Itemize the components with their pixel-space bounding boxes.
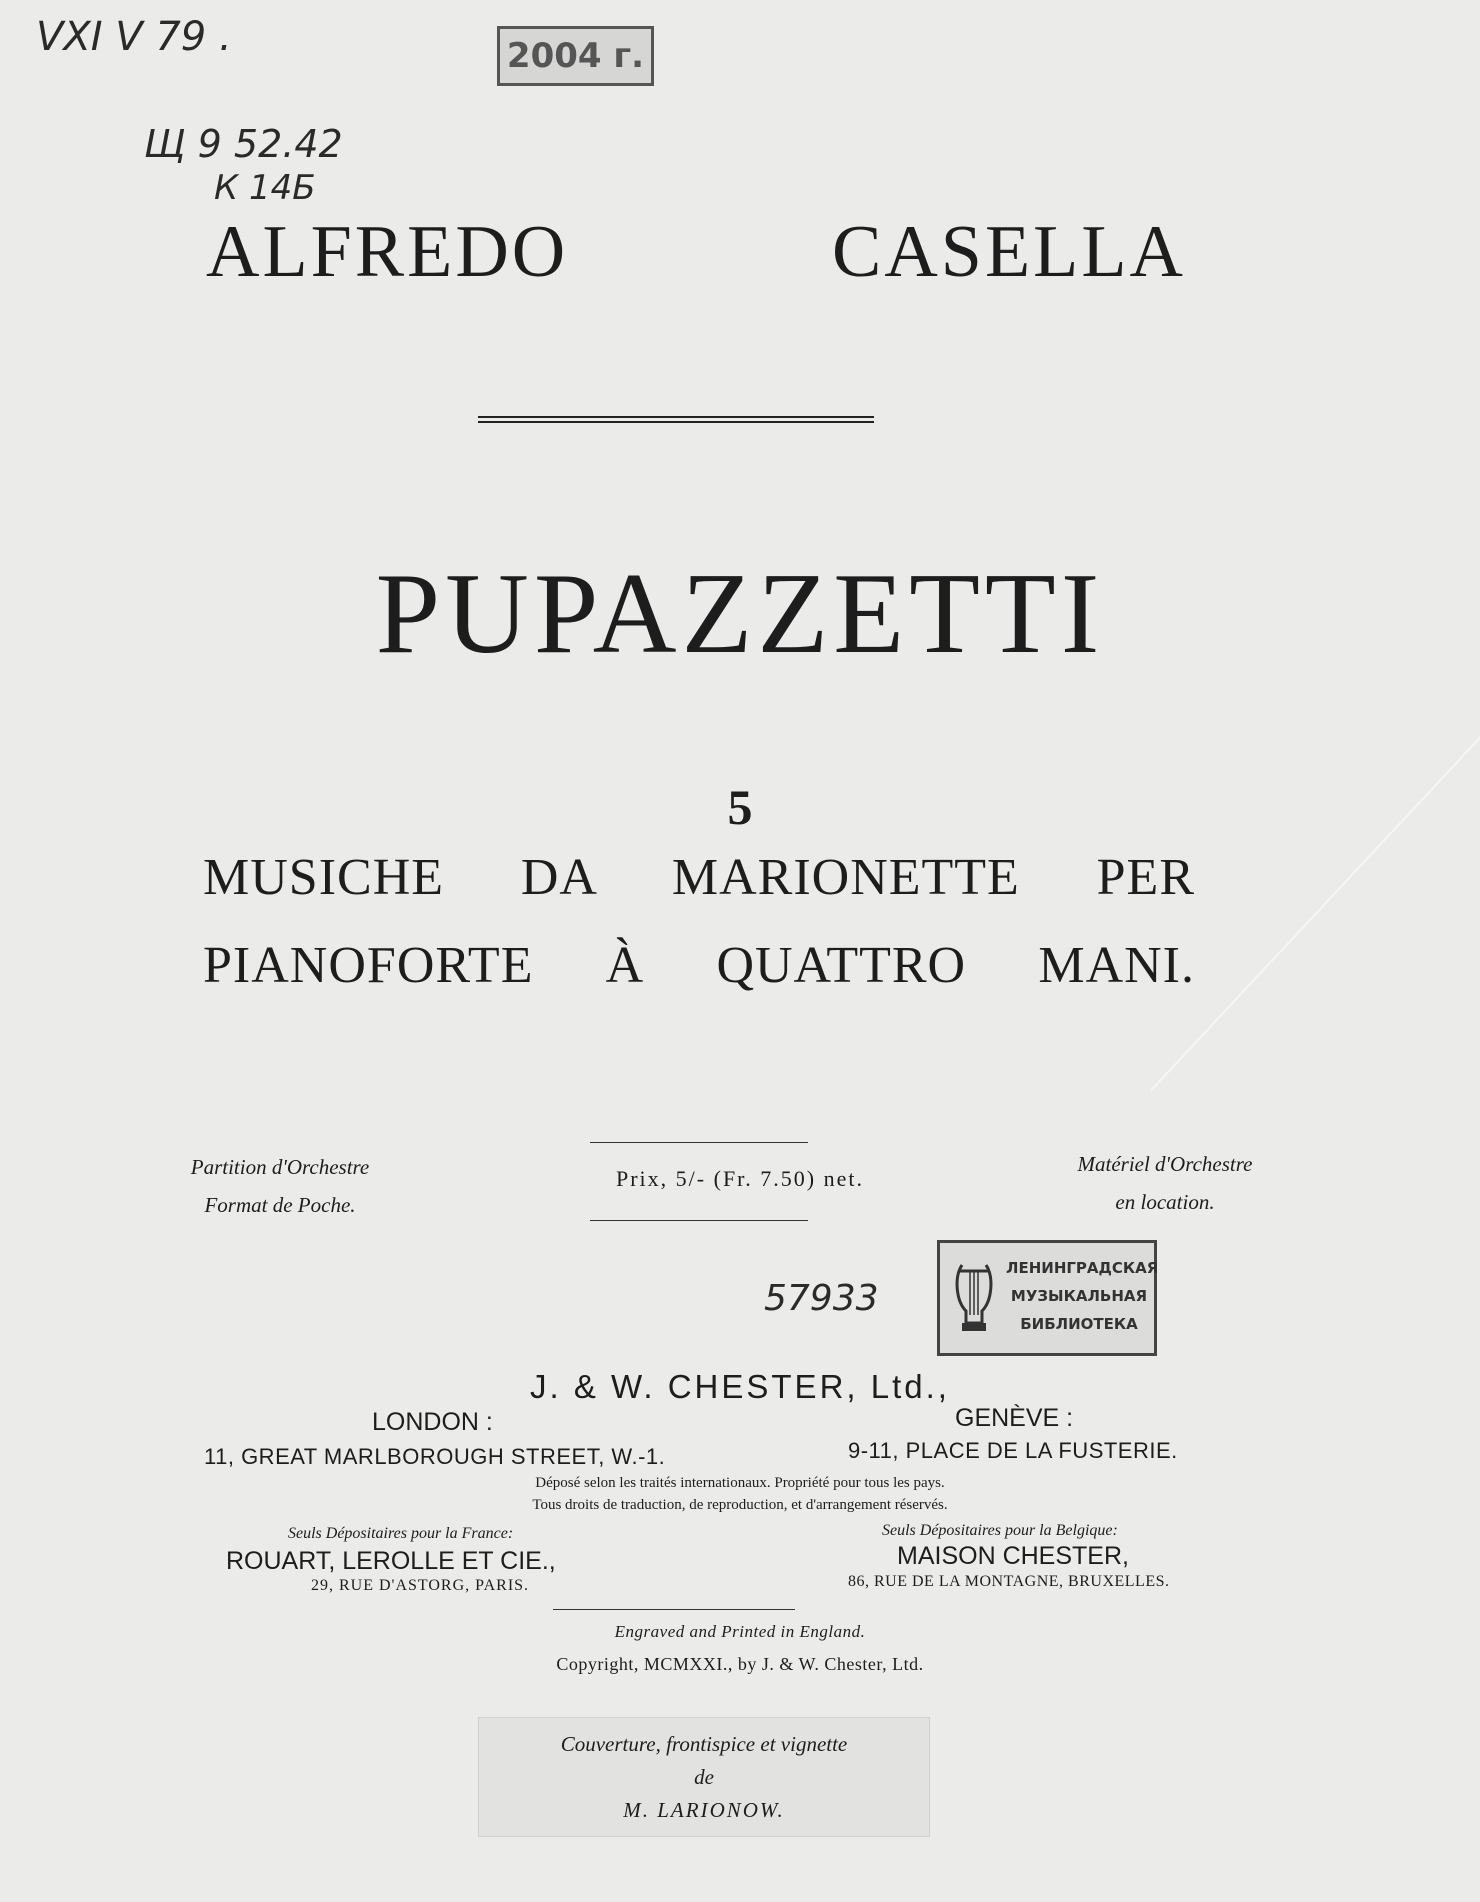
artist-name: M. LARIONOW.: [623, 1798, 785, 1822]
price-rule-top: [590, 1142, 808, 1143]
publisher-city-london: LONDON :: [372, 1408, 493, 1436]
belgium-depositary-name: MAISON CHESTER,: [897, 1542, 1129, 1570]
lyre-icon: [952, 1257, 996, 1337]
price-rule-bottom: [590, 1220, 808, 1221]
artist-credit-box: [478, 1717, 930, 1837]
copyright-notice: Copyright, MCMXXI., by J. & W. Chester, Ltd.: [556, 1654, 924, 1674]
artist-credit-line2: de: [694, 1765, 714, 1789]
publisher-name: J. & W. CHESTER, Ltd.,: [530, 1368, 950, 1405]
work-title: PUPAZZETTI: [375, 550, 1105, 678]
publisher-address-geneva: 9-11, PLACE DE LA FUSTERIE.: [848, 1438, 1178, 1463]
double-rule: [478, 416, 874, 423]
footer-rule: [553, 1609, 795, 1610]
handwritten-catalog-mark: VXI V 79 .: [36, 14, 232, 60]
inventory-number: 57933: [764, 1278, 879, 1319]
legal-notice-line2: Tous droits de traduction, de reproduction, et d'arrangement réservés.: [532, 1497, 948, 1513]
library-stamp-line1: ЛЕНИНГРАДСКАЯ: [1006, 1259, 1159, 1277]
piece-count: 5: [727, 779, 753, 835]
handwritten-shelf-mark-line1: Щ 9 52.42: [144, 122, 343, 166]
handwritten-shelf-mark-line2: К 14Б: [214, 168, 316, 208]
publisher-address-london: 11, GREAT MARLBOROUGH STREET, W.-1.: [204, 1444, 666, 1469]
orchestral-score-line1: Partition d'Orchestre: [190, 1155, 370, 1179]
france-depositary-label: Seuls Dépositaires pour la France:: [288, 1525, 514, 1542]
price: Prix, 5/- (Fr. 7.50) net.: [616, 1166, 864, 1191]
belgium-depositary-address: 86, RUE DE LA MONTAGNE, BRUXELLES.: [848, 1573, 1170, 1590]
publisher-city-geneva: GENÈVE :: [955, 1404, 1074, 1432]
legal-notice-line1: Déposé selon les traités internationaux. Propriété pour tous les pays.: [535, 1475, 945, 1491]
france-depositary-name: ROUART, LEROLLE ET CIE.,: [226, 1547, 556, 1575]
paper-fold-crease: [1150, 710, 1480, 1092]
subtitle-line1: MUSICHE DA MARIONETTE PER: [203, 849, 1195, 906]
orchestral-score-line2: Format de Poche.: [204, 1193, 356, 1217]
orchestral-material-note: [1015, 1145, 1315, 1221]
year-stamp: 2004 г.: [497, 26, 654, 86]
library-stamp: [937, 1240, 1157, 1356]
orchestral-material-line1: Matériel d'Orchestre: [1077, 1152, 1253, 1176]
france-depositary-address: 29, RUE D'ASTORG, PARIS.: [311, 1577, 530, 1594]
library-stamp-line3: БИБЛИОТЕКА: [1020, 1315, 1138, 1333]
library-stamp-line2: МУЗЫКАЛЬНАЯ: [1010, 1287, 1148, 1305]
belgium-depositary-label: Seuls Dépositaires pour la Belgique:: [882, 1522, 1118, 1539]
orchestral-material-line2: en location.: [1115, 1190, 1215, 1214]
engraved-notice: Engraved and Printed in England.: [614, 1622, 866, 1641]
composer-name: ALFREDO CASELLA: [206, 211, 1186, 293]
artist-credit-line1: Couverture, frontispice et vignette: [560, 1732, 848, 1756]
subtitle-line2: PIANOFORTE À QUATTRO MANI.: [203, 937, 1195, 994]
